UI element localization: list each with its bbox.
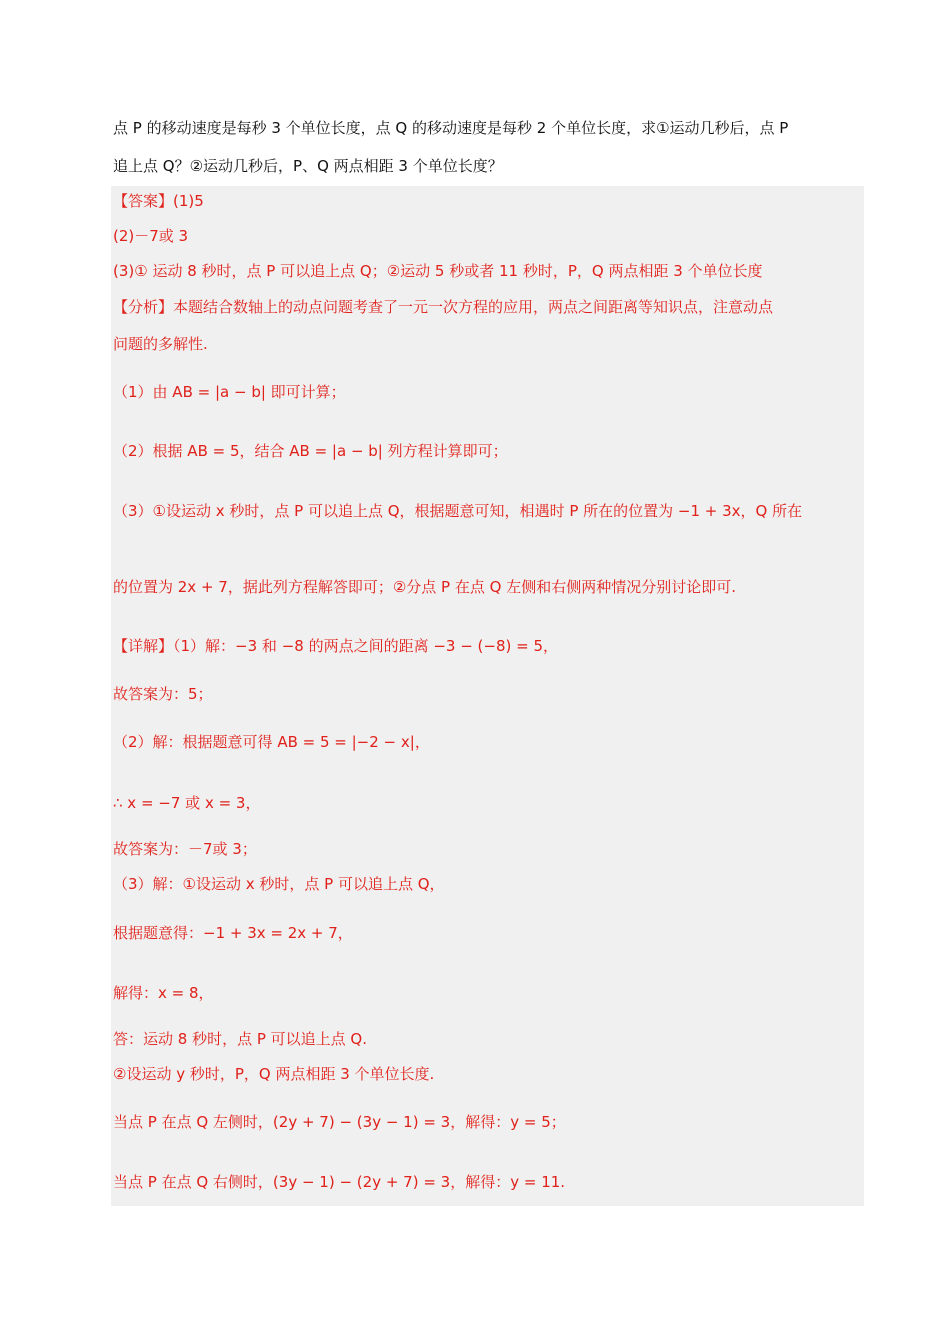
analysis-line-3: （1）由 AB = |a − b| 即可计算； xyxy=(113,383,346,401)
detail-line-10: ②设运动 y 秒时，P，Q 两点相距 3 个单位长度. xyxy=(113,1065,435,1083)
detail-line-5: 故答案为：－7或 3； xyxy=(113,840,257,858)
analysis-line-5: （3）①设运动 x 秒时，点 P 可以追上点 Q，根据题意可知，相遇时 P 所在的位置为 −1 + 3x，Q 所在 xyxy=(113,502,803,520)
answer-line-2: (2)－7或 3 xyxy=(113,227,189,245)
detail-line-1: 【详解】（1）解：−3 和 −8 的两点之间的距离 −3 − (−8) = 5， xyxy=(113,637,559,655)
detail-line-7: 根据题意得：−1 + 3x = 2x + 7， xyxy=(113,924,353,942)
detail-line-3: （2）解：根据题意可得 AB = 5 = |−2 − x|， xyxy=(113,733,430,751)
detail-line-4: ∴ x = −7 或 x = 3， xyxy=(113,794,261,812)
detail-line-8: 解得：x = 8， xyxy=(113,984,214,1002)
detail-line-2: 故答案为：5； xyxy=(113,685,213,703)
answer-line-1: 【答案】(1)5 xyxy=(113,192,204,210)
analysis-line-6: 的位置为 2x + 7，据此列方程解答即可；②分点 P 在点 Q 左侧和右侧两种情况分别讨论即可. xyxy=(113,578,736,596)
question-line-2: 追上点 Q？②运动几秒后，P、Q 两点相距 3 个单位长度？ xyxy=(113,157,503,175)
detail-line-11: 当点 P 在点 Q 左侧时，(2y + 7) − (3y − 1) = 3，解得：y = 5； xyxy=(113,1113,566,1131)
detail-line-6: （3）解：①设运动 x 秒时，点 P 可以追上点 Q， xyxy=(113,875,445,893)
analysis-line-4: （2）根据 AB = 5，结合 AB = |a − b| 列方程计算即可； xyxy=(113,442,508,460)
detail-line-9: 答：运动 8 秒时，点 P 可以追上点 Q. xyxy=(113,1030,368,1048)
question-line-1: 点 P 的移动速度是每秒 3 个单位长度，点 Q 的移动速度是每秒 2 个单位长度，求①运动几秒后，点 P xyxy=(113,119,789,137)
answer-line-3: (3)① 运动 8 秒时，点 P 可以追上点 Q；②运动 5 秒或者 11 秒时，P，Q 两点相距 3 个单位长度 xyxy=(113,262,763,280)
solution-panel xyxy=(111,186,864,1206)
analysis-line-1: 【分析】本题结合数轴上的动点问题考查了一元一次方程的应用，两点之间距离等知识点，注意动点 xyxy=(113,298,774,316)
detail-line-12: 当点 P 在点 Q 右侧时，(3y − 1) − (2y + 7) = 3，解得：y = 11. xyxy=(113,1173,566,1191)
analysis-line-2: 问题的多解性. xyxy=(113,335,208,353)
